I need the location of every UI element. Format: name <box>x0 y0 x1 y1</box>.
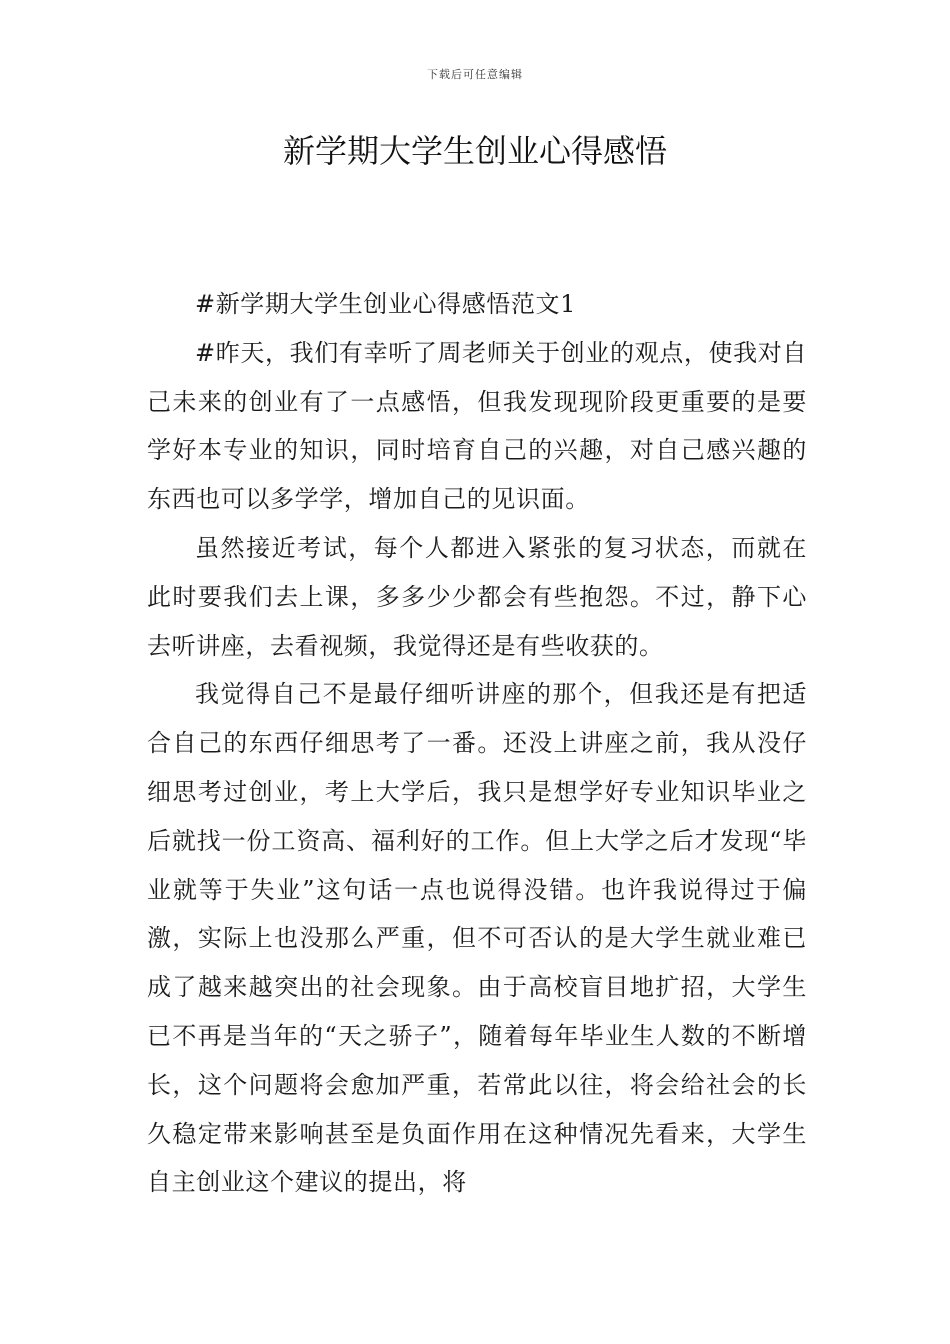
document-body <box>147 280 807 1207</box>
document-title: 新学期大学生创业心得感悟 <box>282 132 667 170</box>
header-note: 下载后可任意编辑 <box>427 68 523 81</box>
paragraph: #昨天，我们有幸听了周老师关于创业的观点，使我对自己未来的创业有了一点感悟，但我发现现阶段更重要的是要学好本专业的知识，同时培育自己的兴趣，对自己感兴趣的东西也可以多学学，增加自己的见识面。 <box>147 338 807 514</box>
paragraph: 我觉得自己不是最仔细听讲座的那个，但我还是有把适合自己的东西仔细思考了一番。还没上讲座之前，我从没仔细思考过创业，考上大学后，我只是想学好专业知识毕业之后就找一份工资高、福利好的工作。但上大学之后才发现“毕业就等于失业”这句话一点也说得没错。也许我说得过于偏激，实际上也没那么严重，但不可否认的是大学生就业难已成了越来越突出的社会现象。由于高校盲目地扩招，大学生已不再是当年的“天之骄子”，随着每年毕业生人数的不断增长，这个问题将会愈加严重，若常此以往，将会给社会的长久稳定带来影响甚至是负面作用在这种情况先看来，大学生自主创业这个建议的提出，将 <box>147 680 807 1197</box>
paragraph: 虽然接近考试，每个人都进入紧张的复习状态，而就在此时要我们去上课，多多少少都会有些抱怨。不过，静下心去听讲座，去看视频，我觉得还是有些收获的。 <box>147 533 807 660</box>
paragraph-heading: #新学期大学生创业心得感悟范文1 <box>195 290 576 318</box>
